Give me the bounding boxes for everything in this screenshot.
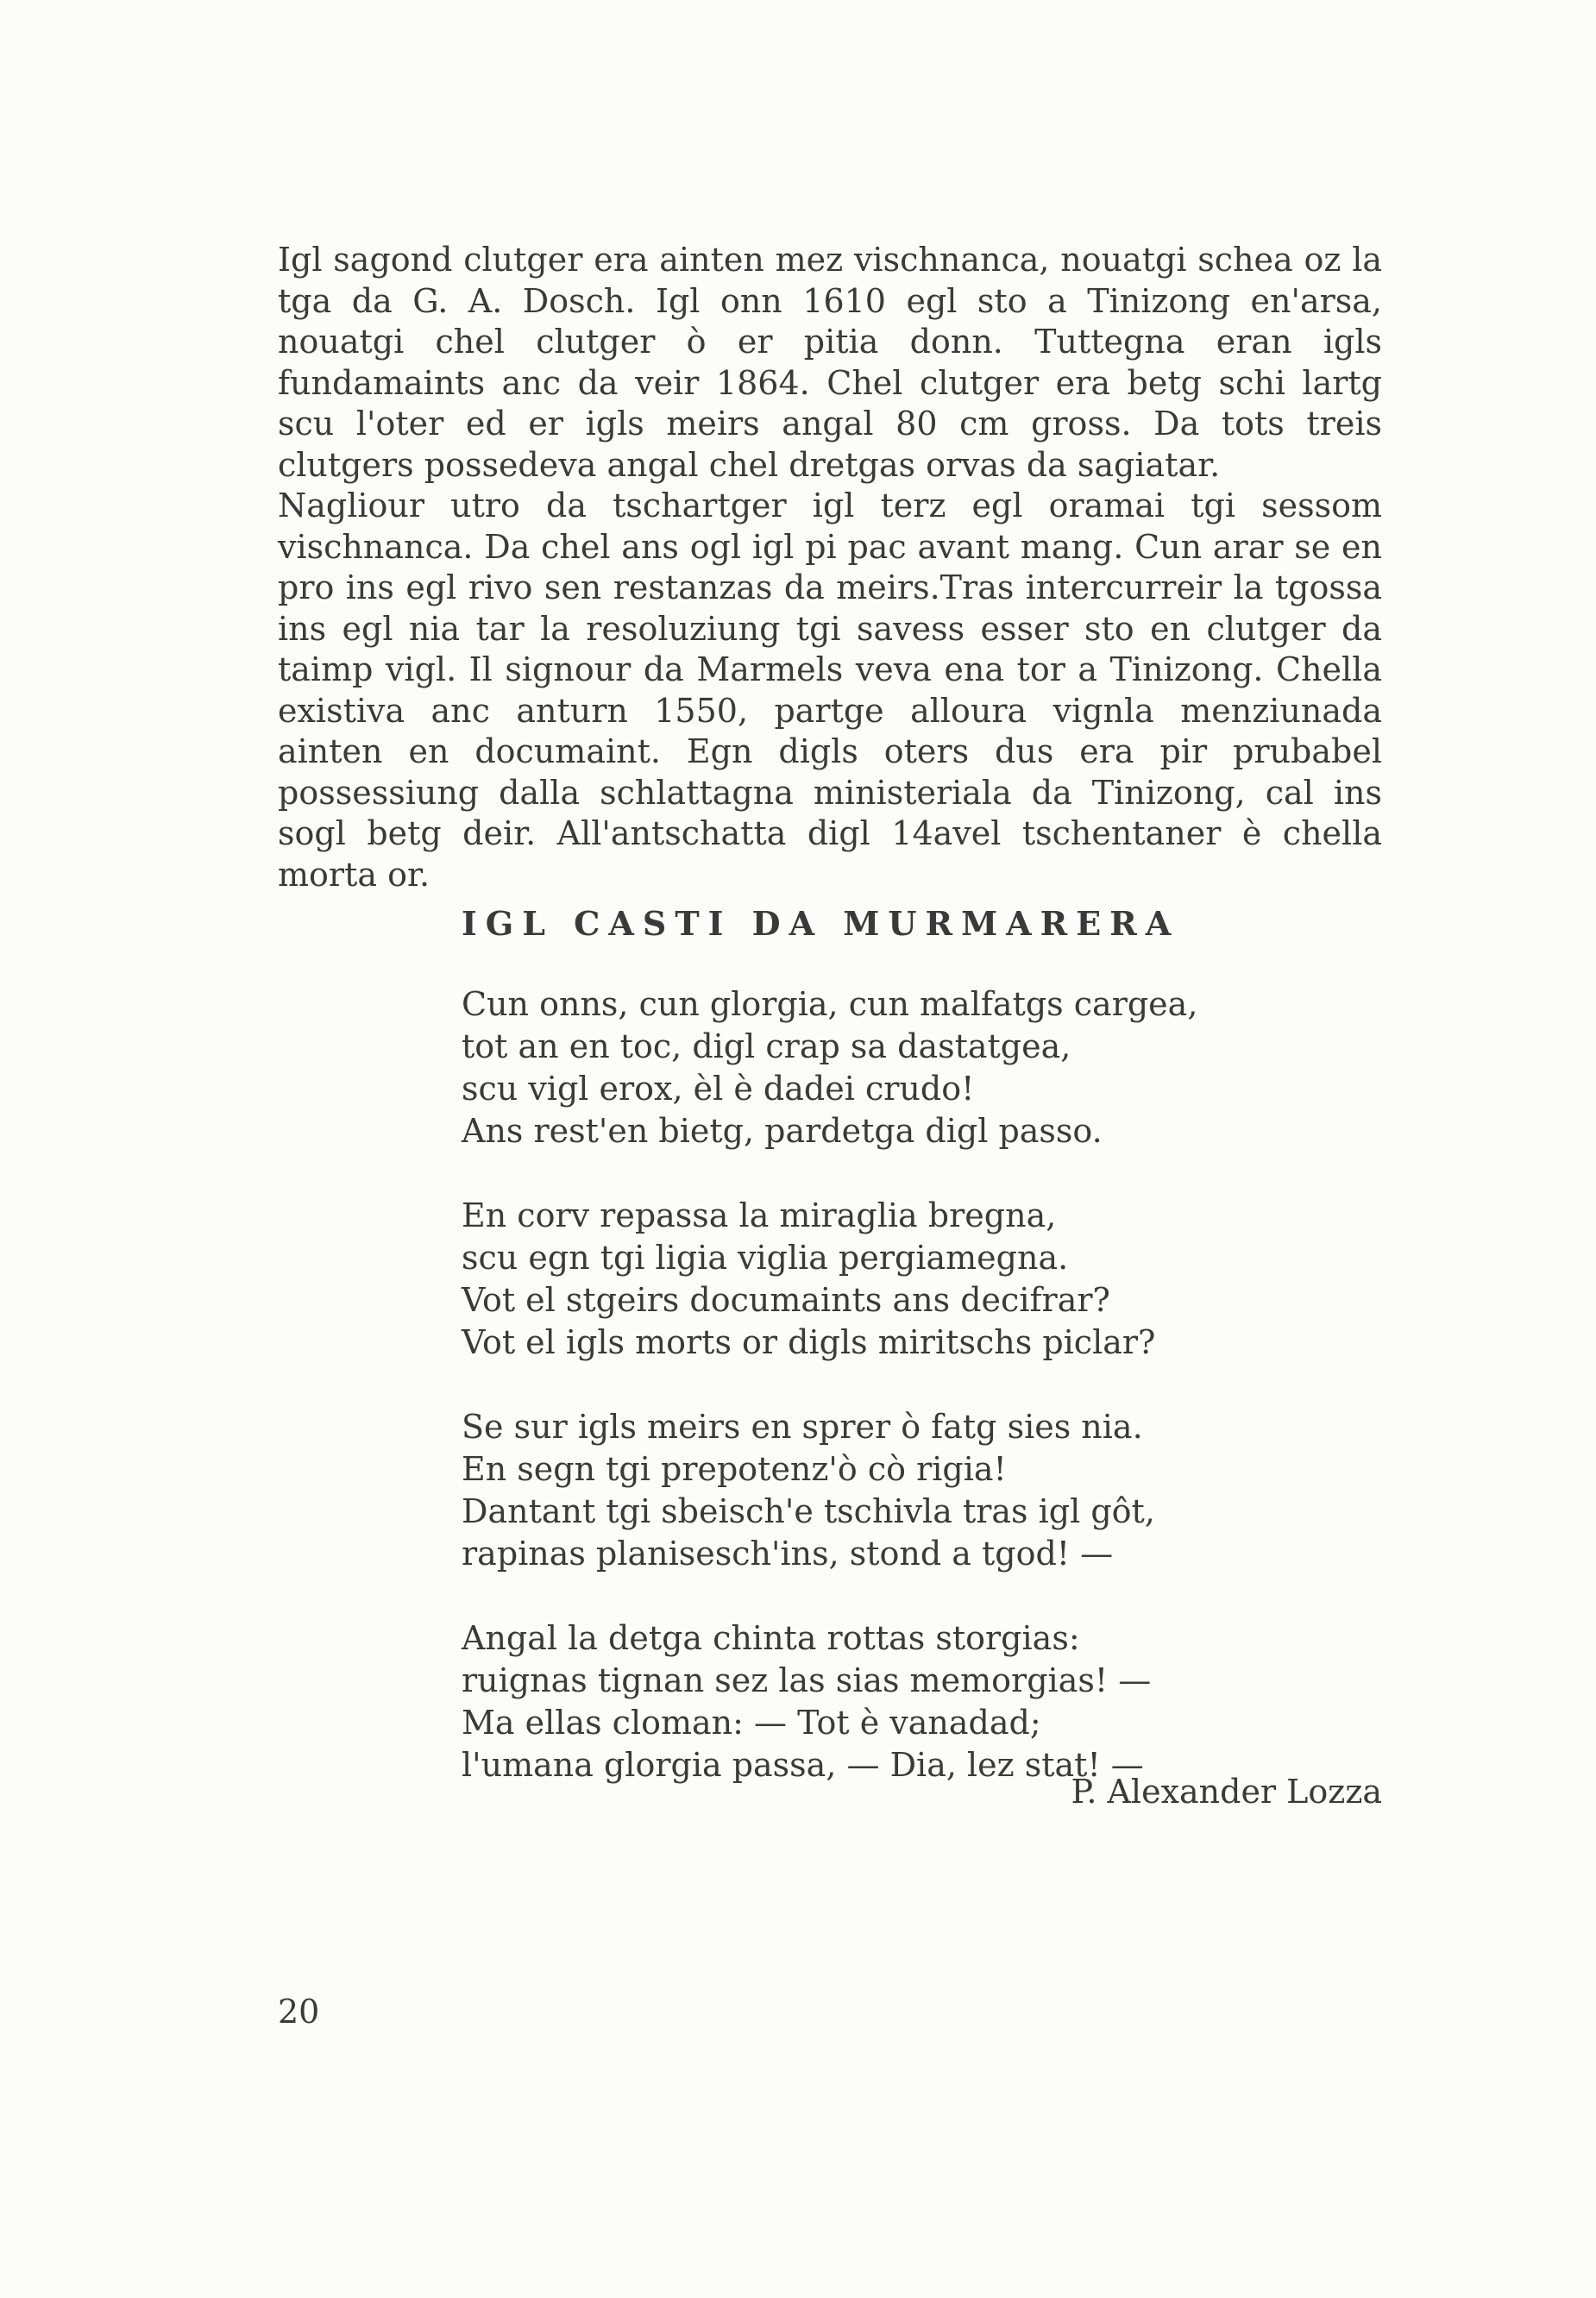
poem-line: Vot el stgeirs documaints ans decifrar?	[462, 1281, 1110, 1319]
poem-line: Vot el igls morts or digls miritschs piclar?	[462, 1323, 1156, 1361]
page-number: 20	[278, 1993, 320, 2031]
poem-line: Angal la detga chinta rottas storgias:	[462, 1619, 1080, 1657]
prose-section	[278, 240, 1382, 895]
poem-author: P. Alexander Lozza	[1071, 1773, 1382, 1811]
poem-line: Ma ellas cloman: — Tot è vanadad;	[462, 1704, 1041, 1742]
poem-stanza	[462, 983, 1324, 1152]
poem-line: rapinas planisesch'ins, stond a tgod! —	[462, 1535, 1114, 1573]
poem-title: IGL CASTI DA MURMARERA	[462, 904, 1180, 943]
poem-line: ruignas tignan sez las sias memorgias! —	[462, 1661, 1152, 1699]
poem-line: scu vigl erox, èl è dadei crudo!	[462, 1070, 975, 1108]
poem-stanza	[462, 1406, 1324, 1575]
poem-line: En corv repassa la miraglia bregna,	[462, 1196, 1057, 1234]
prose-paragraph: Nagliour utro da tschartger igl terz egl oramai tgi sessom vischnanca. Da chel ans ogl igl pi pac avant mang. Cun arar se en pro ins egl rivo sen restanzas da meirs.Tras intercurreir la tgossa ins egl nia tar la resoluziung tgi savess esser sto en clutger da taimp vigl. Il signour da Marmels veva ena tor a Tinizong. Chella existiva anc anturn 1550, partge alloura vignla menziunada ainten en documaint. Egn digls oters dus era pir prubabel possessiung dalla schlattagna ministeriala da Tinizong, cal ins sogl betg deir. All'antschatta digl 14avel tschentaner è chella morta or.	[278, 487, 1382, 894]
prose-paragraph: Igl sagond clutger era ainten mez vischnanca, nouatgi schea oz la tga da G. A. Dosch. Igl onn 1610 egl sto a Tinizong en'arsa, nouatgi chel clutger ò er pitia donn. Tuttegna eran igls fundamaints anc da veir 1864. Chel clutger era betg schi lartg scu l'oter ed er igls meirs angal 80 cm gross. Da tots treis clutgers possedeva angal chel dretgas orvas da sagiatar.	[278, 241, 1382, 484]
poem-body	[462, 983, 1324, 1829]
poem-line: l'umana glorgia passa, — Dia, lez stat! —	[462, 1746, 1144, 1784]
poem-stanza	[462, 1195, 1324, 1364]
poem-stanza	[462, 1617, 1324, 1786]
poem-line: Dantant tgi sbeisch'e tschivla tras igl gôt,	[462, 1492, 1155, 1530]
poem-line: scu egn tgi ligia viglia pergiamegna.	[462, 1239, 1069, 1277]
poem-line: Se sur igls meirs en sprer ò fatg sies nia.	[462, 1408, 1143, 1446]
poem-line: Cun onns, cun glorgia, cun malfatgs cargea,	[462, 985, 1198, 1023]
poem-line: tot an en toc, digl crap sa dastatgea,	[462, 1027, 1071, 1065]
poem-line: En segn tgi prepotenz'ò cò rigia!	[462, 1450, 1007, 1488]
poem-line: Ans rest'en bietg, pardetga digl passo.	[462, 1112, 1103, 1150]
